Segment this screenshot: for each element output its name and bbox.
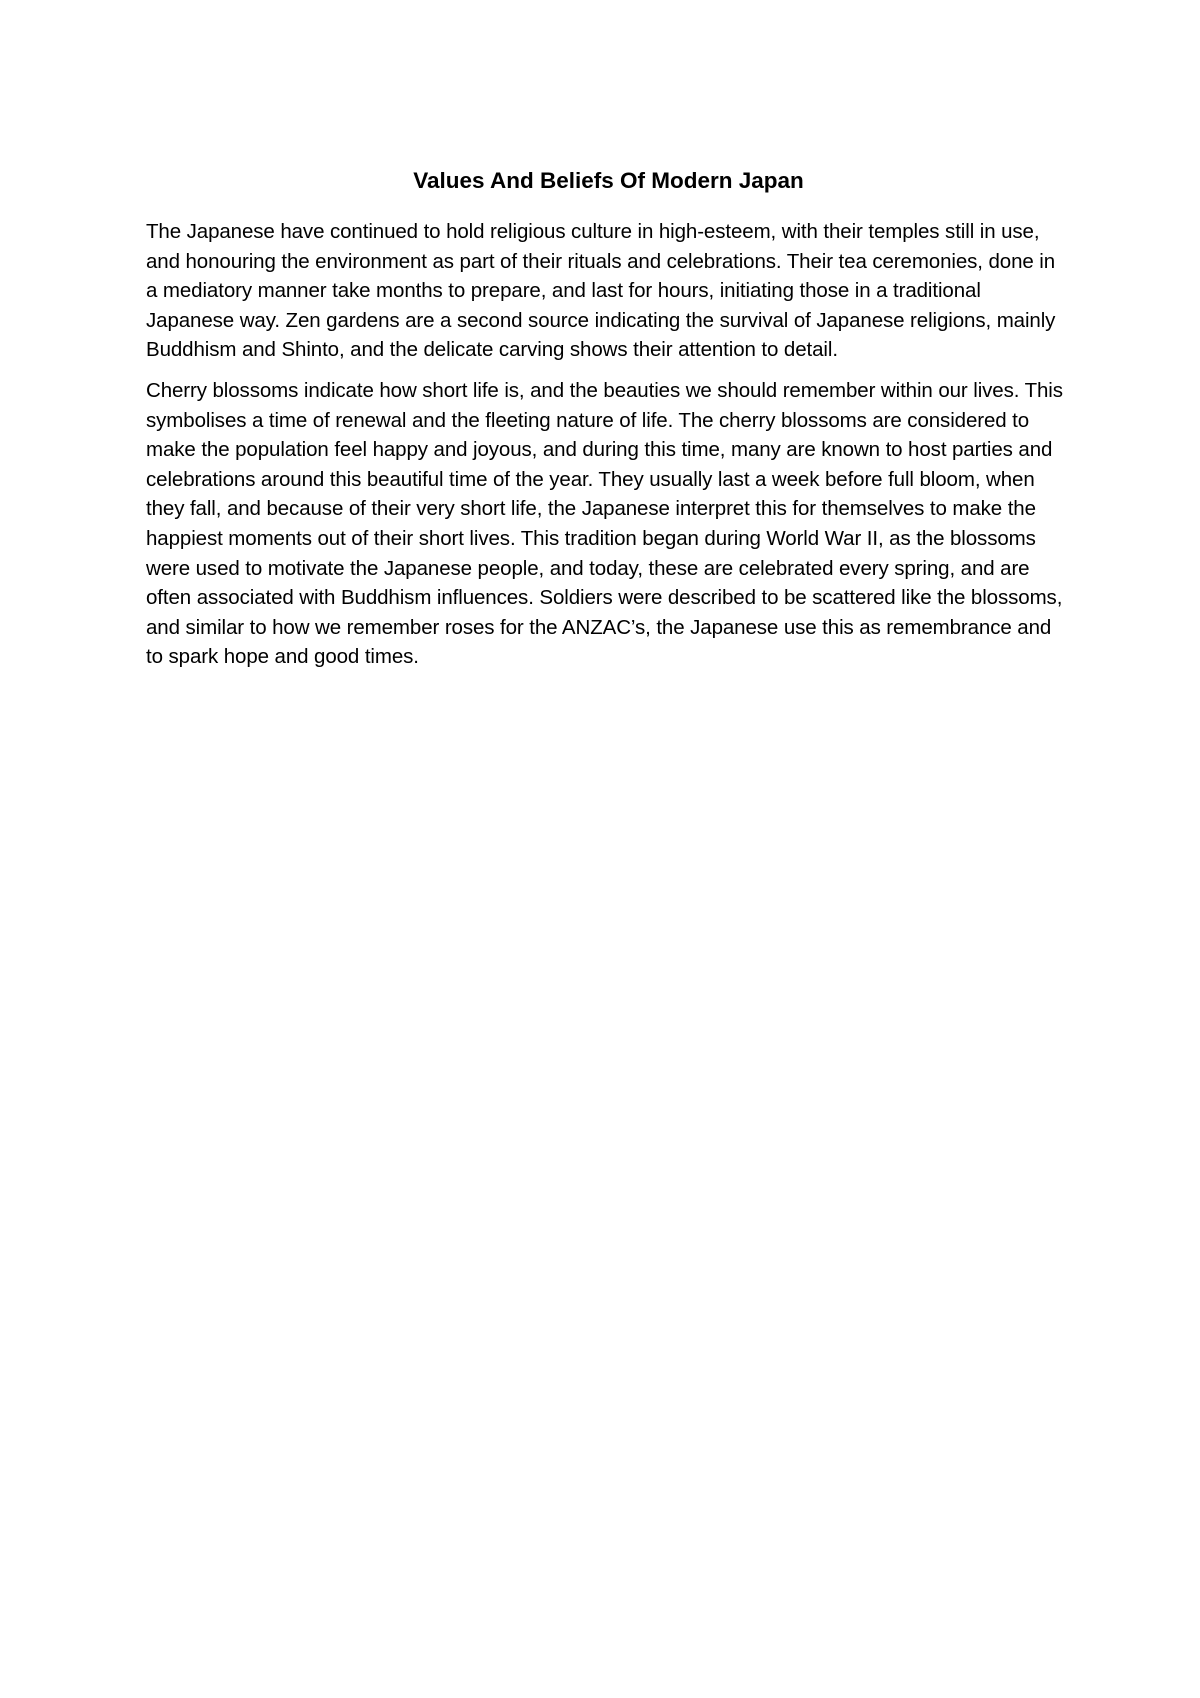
document-body — [146, 165, 1071, 683]
paragraph-tea-ceremonies: The Japanese have continued to hold religious culture in high-esteem, with their temples still in use, and honouring the environment as part of their rituals and celebrations. Their tea ceremonies, done in a mediatory manner take months to prepare, and last for hours, initiating those in a traditional Japanese way. Zen gardens are a second source indicating the survival of Japanese religions, mainly Buddhism and Shinto, and the delicate carving shows their attention to detail. — [146, 220, 1056, 362]
paragraph-cherry-blossoms: Cherry blossoms indicate how short life is, and the beauties we should remember within our lives. This symbolises a time of renewal and the fleeting nature of life. The cherry blossoms are considered to make the population feel happy and joyous, and during this time, many are known to host parties and celebrations around this beautiful time of the year. They usually last a week before full bloom, when they fall, and because of their very short life, the Japanese interpret this for themselves to make the happiest moments out of their short lives. This tradition began during World War II, as the blossoms were used to motivate the Japanese people, and today, these are celebrated every spring, and are often associated with Buddhism influences. Soldiers were described to be scattered like the blossoms, and similar to how we remember roses for the ANZAC’s, the Japanese use this as remembrance and to spark hope and good times. — [146, 378, 1063, 669]
document-title: Values And Beliefs Of Modern Japan — [413, 168, 804, 193]
